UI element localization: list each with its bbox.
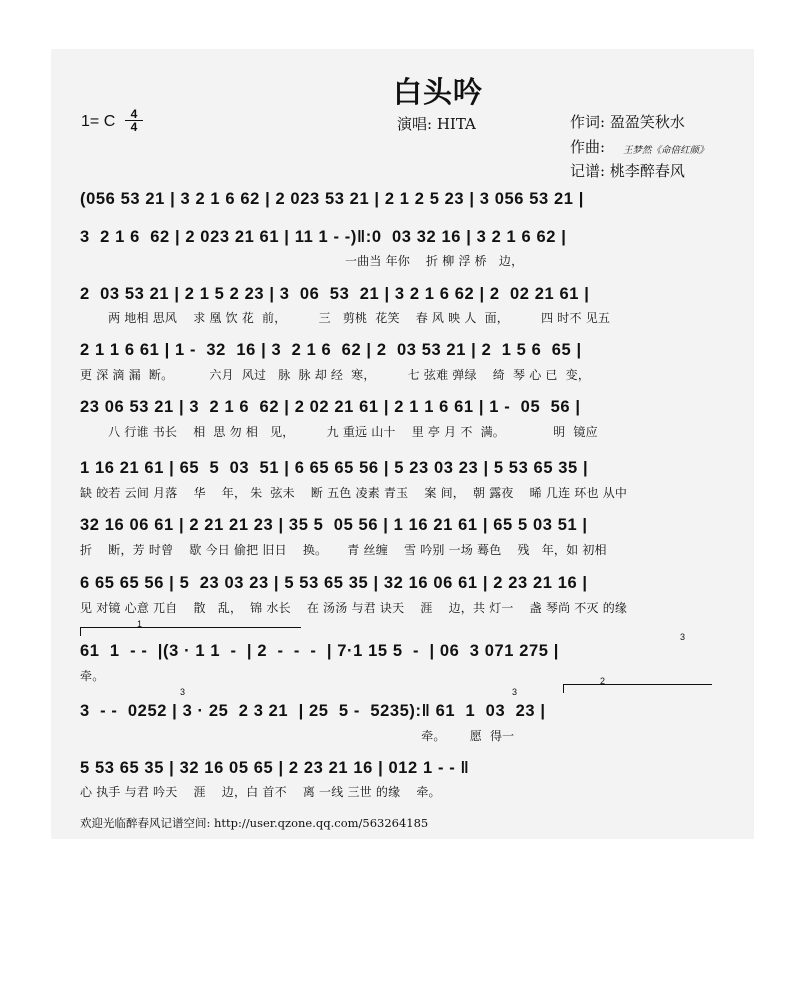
notation-line-8: 6 65 65 56 | 5 23 03 23 | 5 53 65 35 | 32 16 06 61 | 2 23 21 16 | [80, 574, 588, 592]
time-signature [125, 108, 143, 133]
lyrics-line-11: 心 执手 与君 吟天 涯 边，白 首不 离 一线 三世 的缘 牵。 [80, 785, 441, 799]
volta-bracket-1 [80, 627, 301, 636]
volta-label-2: 2 [600, 676, 606, 686]
notation-line-5: 23 06 53 21 | 3 2 1 6 62 | 2 02 21 61 | 2 1 1 6 61 | 1 - 05 56 | [80, 398, 581, 416]
lyrics-line-6: 缺 皎若 云间 月落 华 年， 朱 弦未 断 五色 凌素 青玉 案 间， 朝 露夜 晞 几连 环也 从中 [80, 486, 628, 500]
composer-name: 王梦然《命倍红颜》 [623, 145, 709, 156]
time-signature-top: 4 [125, 108, 143, 121]
lyrics-line-7: 折 断，芳 时曾 歇 今日 偷把 旧日 换。 青 丝缠 雪 吟别 一场 蓦色 残 年，如 初相 [80, 543, 607, 557]
time-signature-bottom: 4 [130, 120, 138, 134]
notation-line-9: 61 1 - - |(3 · 1 1 - | 2 - - - | 7·1 15 5 - | 06 3 071 275 | [80, 642, 559, 660]
notation-line-2: 3 2 1 6 62 | 2 023 21 61 | 11 1 - -)‖:0 03 32 16 | 3 2 1 6 62 | [80, 228, 567, 246]
lyrics-line-9: 牵。 [80, 669, 105, 683]
lyrics-line-3: 两 地相 思风 求 凰 饮 花 前， 三 剪桃 花笑 春 风 映 人 面， 四 时不 见五 [80, 311, 611, 325]
song-title: 白头吟 [393, 75, 484, 109]
triplet-mark-2: 3 [180, 687, 186, 697]
footer-note: 欢迎光临醉春风记谱空间: http://user.qzone.qq.com/563264185 [80, 816, 429, 830]
notation-line-6: 1 16 21 61 | 65 5 03 51 | 6 65 65 56 | 5 23 03 23 | 5 53 65 35 | [80, 459, 589, 477]
notation-line-7: 32 16 06 61 | 2 21 21 23 | 35 5 05 56 | 1 16 21 61 | 65 5 03 51 | [80, 516, 588, 534]
triplet-mark-1: 3 [680, 632, 686, 642]
notation-line-1: (056 53 21 | 3 2 1 6 62 | 2 023 53 21 | 2 1 2 5 23 | 3 056 53 21 | [80, 190, 584, 208]
lyrics-line-5: 八 行谁 书长 相 思 勿 相 见， 九 重远 山十 里 亭 月 不 满。 明 镜应 [80, 425, 598, 439]
composer-label: 作曲: [570, 138, 606, 156]
notation-line-3: 2 03 53 21 | 2 1 5 2 23 | 3 06 53 21 | 3 2 1 6 62 | 2 02 21 61 | [80, 285, 590, 303]
notation-line-10: 3 - - 0252 | 3 · 25 2 3 21 | 25 5 - 5235):‖ 61 1 03 23 | [80, 702, 546, 720]
lyrics-line-10: 牵。 愿 得一 [80, 729, 515, 743]
volta-bracket-2 [563, 684, 712, 693]
transcriber-credit: 记谱: 桃李醉春风 [570, 162, 685, 180]
lyrics-line-4: 更 深 滴 漏 断。 六月 风过 脉 脉 却 经 寒， 七 弦难 弹绿 绮 琴 心 已 变， [80, 368, 591, 382]
singer-credit: 演唱: HITA [397, 115, 476, 133]
key-signature: 1= C [81, 113, 116, 130]
lyrics-line-2: 一曲当 年你 折 柳 浮 桥 边， [80, 254, 524, 268]
notation-line-11: 5 53 65 35 | 32 16 05 65 | 2 23 21 16 | 012 1 - - ‖ [80, 759, 470, 777]
volta-label-1: 1 [137, 619, 143, 629]
lyrics-line-8: 见 对镜 心意 兀自 散 乱， 锦 水长 在 汤汤 与君 诀天 涯 边，共 灯一 盏 琴尚 不灭 的缘 [80, 601, 628, 615]
lyricist-credit: 作词: 盈盈笑秋水 [570, 113, 685, 131]
notation-line-4: 2 1 1 6 61 | 1 - 32 16 | 3 2 1 6 62 | 2 03 53 21 | 2 1 5 6 65 | [80, 341, 582, 359]
triplet-mark-3: 3 [512, 687, 518, 697]
